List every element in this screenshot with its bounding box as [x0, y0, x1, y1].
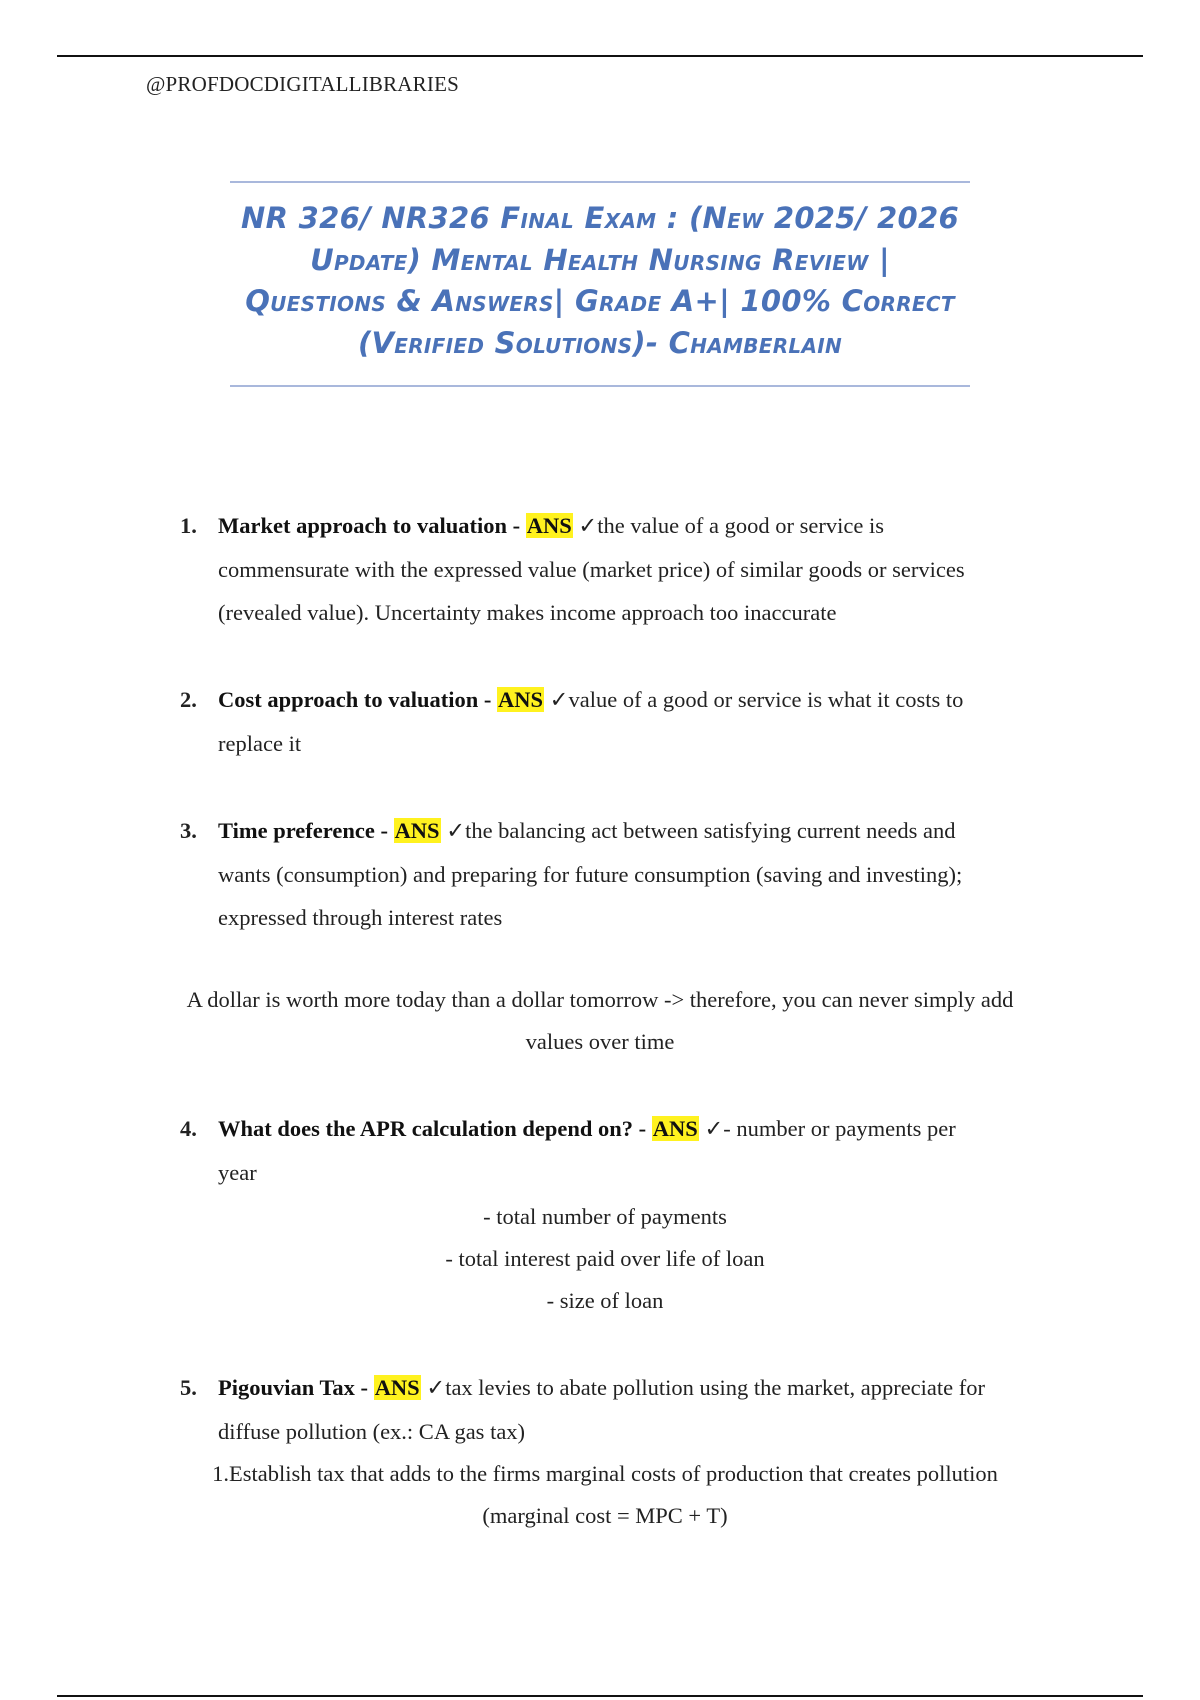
- ans-highlight: ANS: [526, 513, 572, 538]
- title-line-3: Questions & Answers| Grade A+| 100% Correct: [245, 284, 955, 318]
- checkmark-icon: ✓: [446, 818, 466, 843]
- question-number: 1.: [180, 513, 197, 538]
- question-term: Market approach to valuation -: [218, 513, 521, 538]
- question-number: 4.: [180, 1116, 197, 1141]
- ans-highlight: ANS: [652, 1116, 698, 1141]
- title-line-2: Update) Mental Health Nursing Review |: [310, 242, 890, 277]
- title-bottom-rule: [230, 385, 970, 387]
- answer-line: wants (consumption) and preparing for future consumption (saving and investing);: [218, 861, 963, 887]
- title-top-rule: [230, 181, 970, 183]
- checkmark-icon: ✓: [549, 687, 569, 712]
- question-term: Cost approach to valuation -: [218, 687, 492, 712]
- note-line: (marginal cost = MPC + T): [482, 1503, 728, 1528]
- answer-line: diffuse pollution (ex.: CA gas tax): [218, 1418, 526, 1444]
- question-term: What does the APR calculation depend on? -: [218, 1116, 647, 1141]
- answer-line: year: [218, 1159, 257, 1185]
- document-title: [230, 198, 970, 364]
- time-preference-note: [140, 979, 1060, 1063]
- question-term: Time preference -: [218, 818, 388, 843]
- question-term: Pigouvian Tax -: [218, 1375, 369, 1400]
- answer-line: commensurate with the expressed value (market price) of similar goods or services: [218, 556, 965, 582]
- watermark-text: @PROFDOCDIGITALLIBRARIES: [146, 72, 459, 96]
- question-item: [180, 1107, 1060, 1194]
- title-line-4: (Verified Solutions)- Chamberlain: [357, 325, 843, 360]
- question-item: [180, 678, 1060, 765]
- ans-highlight: ANS: [498, 687, 544, 712]
- checkmark-icon: ✓: [426, 1375, 446, 1400]
- answer-line: - number or payments per: [723, 1116, 956, 1141]
- page-top-rule: [57, 55, 1143, 57]
- answer-line: (revealed value). Uncertainty makes income approach too inaccurate: [218, 600, 837, 625]
- page-bottom-rule: [57, 1695, 1143, 1697]
- checkmark-icon: ✓: [578, 513, 598, 538]
- answer-line: the value of a good or service is: [597, 513, 884, 538]
- note-line: values over time: [525, 1029, 675, 1054]
- apr-factor-list: [200, 1196, 1010, 1322]
- ans-highlight: ANS: [394, 818, 440, 843]
- answer-line: value of a good or service is what it costs to: [568, 687, 964, 712]
- answer-line: replace it: [218, 730, 302, 756]
- question-number: 5.: [180, 1375, 197, 1400]
- answer-line: tax levies to abate pollution using the market, appreciate for: [445, 1375, 986, 1400]
- list-item: - size of loan: [546, 1288, 664, 1313]
- question-item: [180, 1366, 1060, 1453]
- question-item: [180, 809, 1060, 940]
- question-number: 2.: [180, 687, 197, 712]
- list-item: - total number of payments: [483, 1204, 727, 1229]
- checkmark-icon: ✓: [704, 1116, 724, 1141]
- pigouvian-note: [140, 1453, 1070, 1537]
- answer-line: the balancing act between satisfying current needs and: [465, 818, 956, 843]
- title-line-1: NR 326/ NR326 Final Exam : (New 2025/ 2026: [241, 201, 959, 235]
- list-item: - total interest paid over life of loan: [445, 1246, 765, 1271]
- ans-highlight: ANS: [374, 1375, 420, 1400]
- answer-line: expressed through interest rates: [218, 905, 503, 930]
- question-item: [180, 504, 1060, 635]
- note-line: A dollar is worth more today than a dollar tomorrow -> therefore, you can never simply add: [186, 987, 1014, 1012]
- question-number: 3.: [180, 818, 197, 843]
- note-line: 1.Establish tax that adds to the firms marginal costs of production that creates pollution: [212, 1461, 998, 1486]
